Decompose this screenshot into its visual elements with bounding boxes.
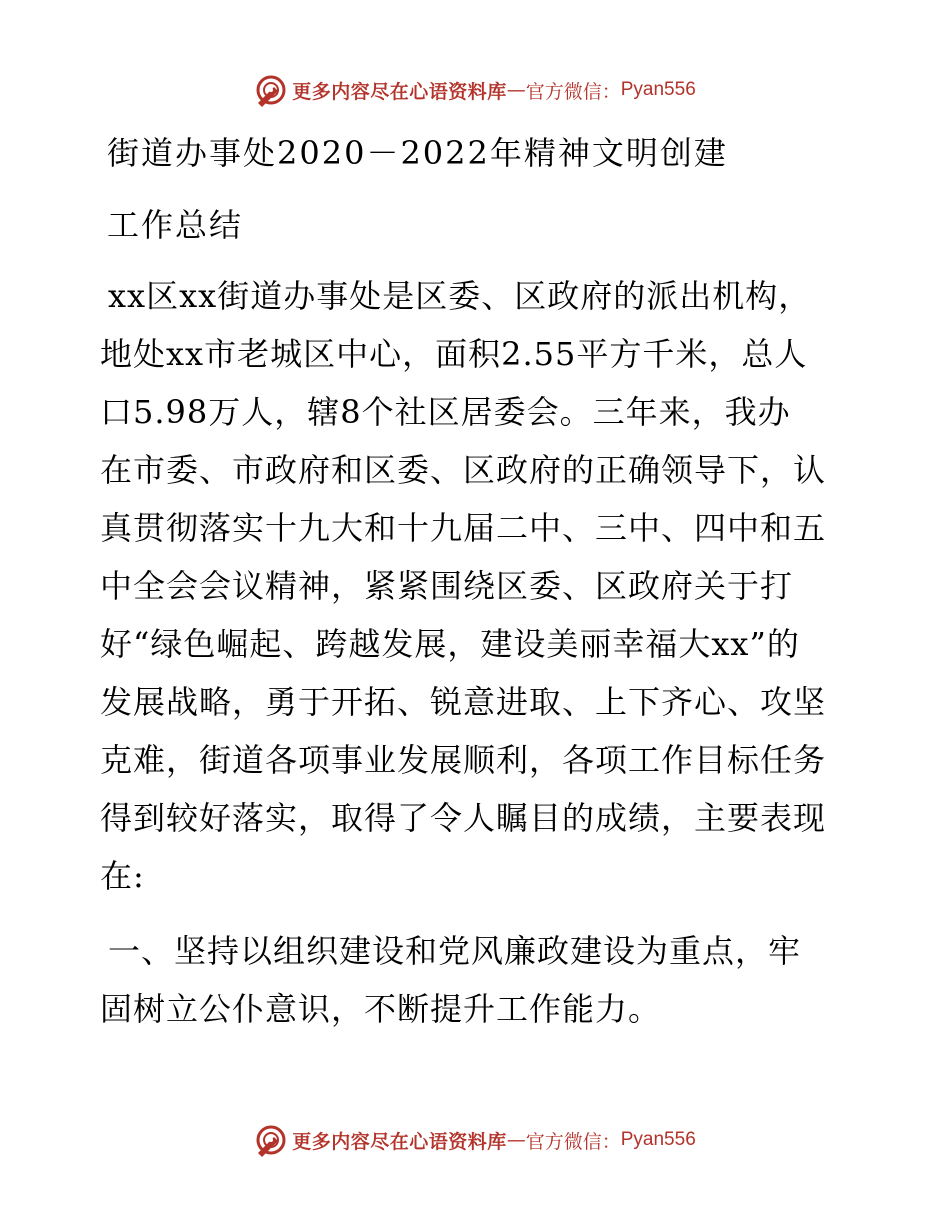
watermark-suffix: 官方微信： bbox=[525, 80, 621, 103]
paragraph-line: 发展战略，勇于开拓、锐意进取、上下齐心、攻坚 bbox=[100, 683, 827, 721]
watermark-wechat-id: Pyan556 bbox=[620, 79, 696, 100]
paragraph-line: 克难，街道各项事业发展顺利，各项工作目标任务 bbox=[100, 741, 827, 779]
watermark-wechat-id: Pyan556 bbox=[620, 1129, 696, 1150]
paragraph-line: 中全会会议精神，紧紧围绕区委、区政府关于打 bbox=[100, 567, 794, 605]
watermark-dash: — bbox=[506, 79, 526, 101]
paragraph-line: 口5.98万人，辖8个社区居委会。三年来，我办 bbox=[100, 393, 791, 431]
paragraph-line: 得到较好落实，取得了令人瞩目的成绩，主要表现 bbox=[100, 799, 827, 837]
paragraph-line: 固树立公仆意识，不断提升工作能力。 bbox=[100, 990, 662, 1028]
document-title-line-2: 工作总结 bbox=[107, 206, 244, 244]
paragraph-line: 真贯彻落实十九大和十九届二中、三中、四中和五 bbox=[100, 509, 827, 547]
paragraph-line: 好“绿色崛起、跨越发展，建设美丽幸福大xx”的 bbox=[100, 625, 800, 663]
watermark-main-text: 更多内容尽在心语资料库 bbox=[292, 1130, 507, 1153]
paragraph-line: 在市委、市政府和区委、区政府的正确领导下，认 bbox=[100, 451, 827, 489]
body-paragraph-intro bbox=[100, 267, 860, 905]
paragraph-line: 地处xx市老城区中心，面积2.55平方千米，总人 bbox=[100, 335, 808, 373]
paragraph-line: 在: bbox=[100, 857, 145, 895]
body-section-one bbox=[100, 922, 860, 1038]
watermark-main-text: 更多内容尽在心语资料库 bbox=[292, 80, 507, 103]
watermark-banner-bottom bbox=[0, 1120, 950, 1160]
pen-nib-logo-icon bbox=[254, 73, 288, 107]
watermark-dash: — bbox=[506, 1129, 526, 1151]
document-title-line-1: 街道办事处2020－2022年精神文明创建 bbox=[107, 134, 728, 172]
paragraph-line: 一、坚持以组织建设和党风廉政建设为重点，牢 bbox=[108, 932, 802, 970]
watermark-banner-top bbox=[0, 70, 950, 110]
paragraph-line: xx区xx街道办事处是区委、区政府的派出机构， bbox=[108, 277, 812, 315]
pen-nib-logo-icon bbox=[254, 1123, 288, 1157]
watermark-suffix: 官方微信： bbox=[525, 1130, 621, 1153]
